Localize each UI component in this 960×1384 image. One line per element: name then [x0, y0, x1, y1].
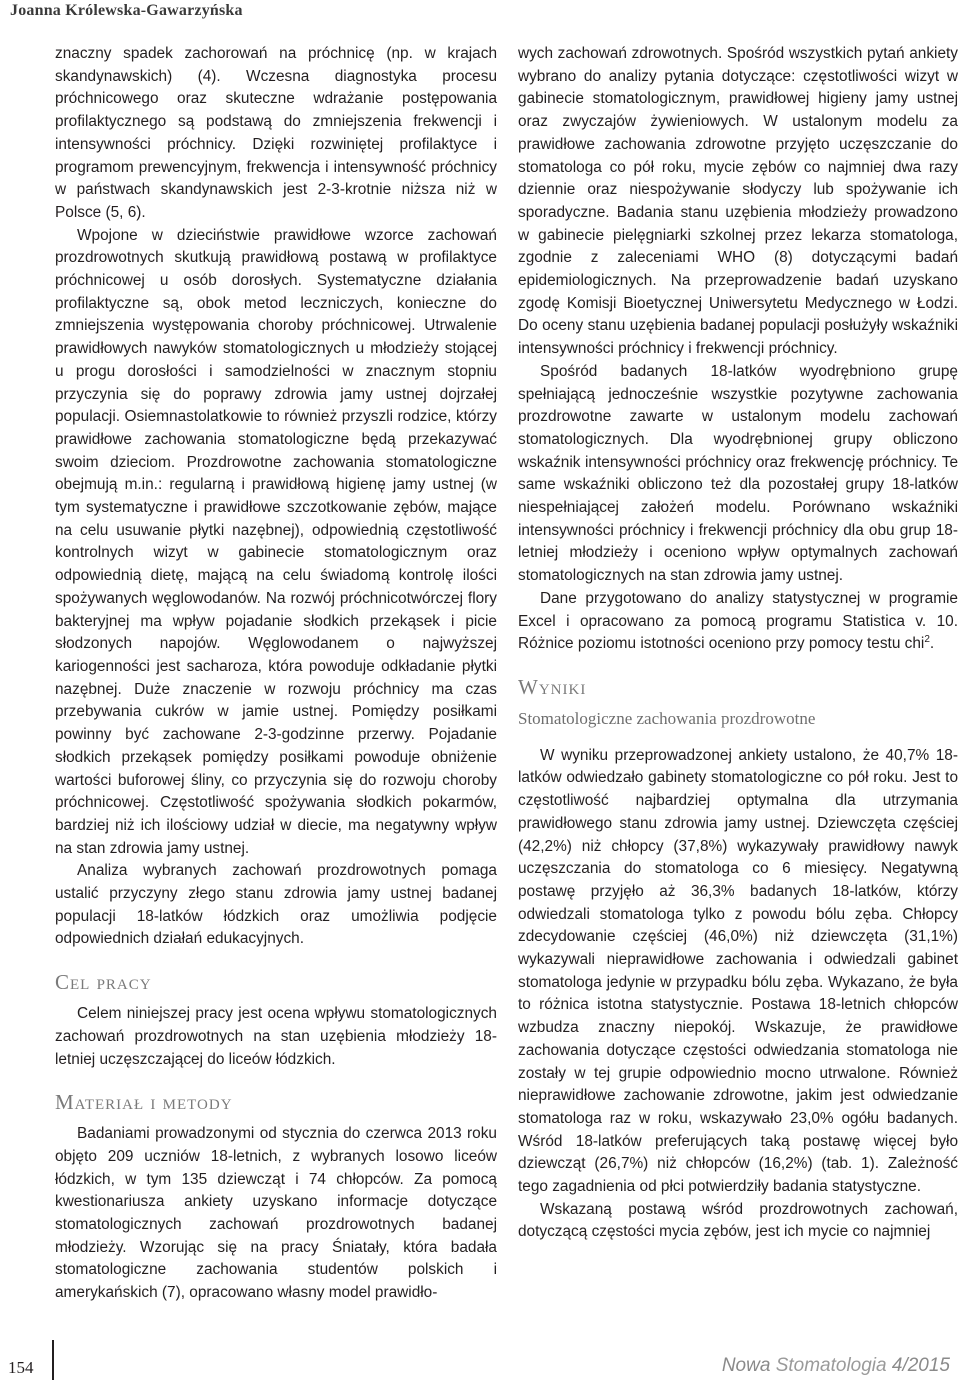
intro-paragraph-1: znaczny spadek zachorowań na próchnicę (np. w krajach skandynawskich) (4). Wczesna diagnostyka procesu próchnicowego oraz skuteczne wdrażanie postępowania profilaktycznego są podstawą do zmniejszenia frekwencji i intensywności próchnicy. Dzięki rozwiniętej profilaktyce i programom prewencyjnym, frekwencja i intensywność próchnicy w państwach skandynawskich jest 2-3-krotnie niższa niż w Polsce (5, 6).: [55, 45, 497, 221]
section-heading-results: Wyniki: [518, 674, 587, 699]
journal-name: [722, 1355, 950, 1377]
methods-paragraph-continued: wych zachowań zdrowotnych. Spośród wszystkich pytań ankiety wybrano do analizy pytania dotyczące: częstotliwości wizyt w gabinecie stomatologicznym, prawidłowej higieny jamy ustnej oraz zwyczajów żywieniowych. W ustalonym modelu za prawidłowe zachowania zdrowotne przyjęto uczęszczanie do stomatologa co pół roku, mycie zębów co najmniej dwa razy dziennie oraz niespożywanie słodyczy lub spożywanie ich sporadyczne. Badania stanu uzębienia młodzieży prowadzono w gabinecie pielęgniarki szkolnej przez lekarza stomatologa, zgodnie z zaleceniami WHO (8) dotyczącymi badań epidemiologicznych. Na przeprowadzenie badań uzyskano zgodę Komisji Bioetycznej Uniwersytetu Medycznego w Łodzi. Do oceny stanu uzębienia badanej populacji posłużyły wskaźniki intensywności próchnicy i frekwencji próchnicy.: [518, 45, 958, 358]
footer-divider: [52, 1340, 54, 1380]
methods-paragraph-2: Spośród badanych 18-latków wyodrębniono grupę spełniającą jednocześnie wszystkie pozytywne zachowania prozdrowotne zawarte w ustalonym modelu zachowań stomatologicznych. Dla wyodrębnionej grupy obliczono wskaźnik intensywności próchnicy oraz frekwencję próchnicy. Te same wskaźniki obliczono też dla pozostałej grupy 18-latków niespełniającej założeń modelu. Porównano wskaźniki intensywności próchnicy i frekwencji próchnicy dla obu grup 18-letniej młodzieży i oceniono wpływ optymalnych zachowań stomatologicznych na stan zdrowia jamy ustnej.: [518, 362, 958, 585]
journal-name-part-2: Stomatologia: [775, 1355, 887, 1376]
running-head-author: Joanna Królewska-Gawarzyńska: [10, 2, 243, 19]
left-column: [55, 43, 497, 1305]
statistics-paragraph: [518, 588, 958, 656]
right-column: [518, 43, 958, 1244]
intro-paragraph-3: Analiza wybranych zachowań prozdrowotnych pomaga ustalić przyczyny złego stanu zdrowia jamy ustnej badanej populacji 18-latków łódzkich oraz umożliwia podjęcie odpowiednich działań edukacyjnych.: [55, 862, 497, 948]
page-number: 154: [8, 1358, 34, 1377]
statistics-text: Dane przygotowano do analizy statystycznej w programie Excel i opracowano za pomocą programu Statistica v. 10. Różnice poziomu istotności oceniono przy pomocy testu chi: [518, 589, 958, 653]
intro-paragraph-2: Wpojone w dzieciństwie prawidłowe wzorce zachowań prozdrowotnych skutkują prawidłową postawą w profilaktyce próchnicowej u osób dorosłych. Systematyczne działania profilaktyczne są, obok metod leczniczych, konieczne do zmniejszenia występowania choroby próchnicowej. Utrwalenie prawidłowych nawyków stomatologicznych u młodzieży stojącej u progu dorosłości i samodzielności w znacznym stopniu przyczynia się do poprawy zdrowia jamy ustnej dojrzałej populacji. Osiemnastolatkowie to również przyszli rodzice, którzy prawidłowe zachowania stomatologiczne będą przekazywać swoim dzieciom. Prozdrowotne zachowania stomatologiczne obejmują m.in.: regularną i prawidłową higienę jamy ustnej (w tym systematyczne i prawidłowe szczotkowanie zębów, mające na celu usuwanie płytki nazębnej), odpowiednią częstotliwość kontrolnych wizyt w gabinecie stomatologicznym oraz odpowiednią dietę, mającą na celu świadomą kontrolę ilości spożywanych węglowodanów. Na rozwój próchnicotwórczej flory bakteryjnej ma wpływ pojadanie słodkich przekąsek i picie słodzonych napojów. Węglowodanem o najwyższej kariogenności jest sacharoza, która powoduje odkładanie płytki nazębnej. Duże znaczenie w rozwoju próchnicy ma czas przebywania cukrów w jamie ustnej. Pomiędzy posiłkami powinny być zachowane 2-3-godzinne przerwy. Pojadanie słodkich przekąsek pomiędzy posiłkami powoduje obniżenie wartości buforowej śliny, co przyczynia się do rozwoju choroby próchnicowej. Częstotliwość spożywania słodkich pokarmów, bardziej niż ich ilościowy udział w diecie, ma negatywny wpływ na stan zdrowia jamy ustnej.: [55, 226, 497, 857]
journal-name-part-1: Nowa: [721, 1355, 776, 1376]
results-paragraph-2: Wskazaną postawą wśród prozdrowotnych zachowań, dotyczącą częstości mycia zębów, jest ich mycie co najmniej: [518, 1200, 958, 1241]
chi-square-superscript: 2: [924, 634, 930, 646]
section-heading-aim: Cel pracy: [55, 970, 152, 995]
aim-paragraph: Celem niniejszej pracy jest ocena wpływu stomatologicznych zachowań prozdrowotnych na stan uzębienia młodzieży 18-letniej uczęszczającej do liceów łódzkich.: [55, 1005, 497, 1068]
methods-paragraph: Badaniami prowadzonymi od stycznia do czerwca 2013 roku objęto 209 uczniów 18-letnich, z wybranych losowo liceów łódzkich, w tym 135 dziewcząt i 74 chłopców. Za pomocą kwestionariusza ankiety uzyskano informacje dotyczące stomatologicznych zachowań prozdrowotnych badanej młodzieży. Wzorując się na pracy Śniatały, która badała stomatologiczne zachowania studentów polskich i amerykańskich (7), opracowano własny model prawidło-: [55, 1125, 497, 1302]
statistics-period: .: [929, 635, 935, 653]
subsection-heading-behaviours: Stomatologiczne zachowania prozdrowotne: [518, 708, 816, 728]
results-paragraph-1: W wyniku przeprowadzonej ankiety ustalono, że 40,7% 18-latków odwiedzało gabinety stomatologiczne co pół roku. Jest to częstotliwość najbardziej optymalna dla utrzymania prawidłowego stanu zdrowia jamy ustnej. Dziewczęta częściej (42,2%) niż chłopcy (37,8%) wykazywały prawidłowy nawyk uczęszczania do stomatologa co 6 miesięcy. Negatywną postawę przyjęło aż 36,3% badanych 18-latków, którzy odwiedzali stomatologa tylko z powodu bólu zęba. Chłopcy zdecydowanie częściej (46,0%) niż dziewczęta (31,1%) wykazywali nieprawidłowe zachowania i odwiedzali gabinet stomatologa jedynie w przypadku bólu zęba. Wykazano, że była to różnica istotna statystycznie. Postawa 18-letnich chłopców wzbudza znaczny niepokój. Wskazuje, że prawidłowe zachowania dotyczące częstości odwiedzania stomatologa nie zostały w tej grupie odpowiednio mocno utrwalone. Również nieprawidłowe zachowanie zdrowotne, jakim jest odwiedzanie stomatologa raz w roku, wskazywało 23,0% ogółu badanych. Wśród 18-latków preferujących taką postawę więcej było dziewcząt (26,7%) niż chłopców (16,2%) (tab. 1). Zależność tego zagadnienia od płci potwierdziły badania statystyczne.: [518, 746, 958, 1196]
section-heading-methods: Materiał i metody: [55, 1090, 233, 1115]
journal-issue: 4/2015: [886, 1355, 950, 1376]
